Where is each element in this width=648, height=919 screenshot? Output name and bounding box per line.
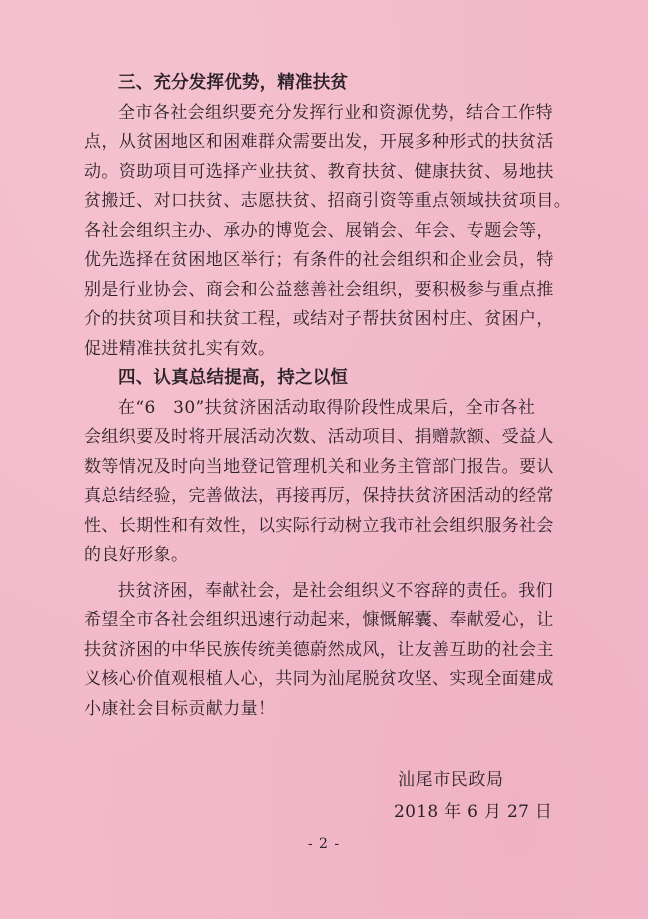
- section-heading-4: 四、认真总结提高，持之以恒: [118, 368, 349, 388]
- document-body: [84, 69, 572, 724]
- paragraph-line: 介的扶贫项目和扶贫工程，或结对子帮扶贫困村庄、贫困户，: [84, 309, 554, 329]
- paragraph-line: 小康社会目标贡献力量！: [84, 698, 276, 719]
- paragraph-line: 各社会组织主办、承办的博览会、展销会、年会、专题会等，: [84, 220, 554, 241]
- paragraph-line: 真总结经验，完善做法，再接再厉，保持扶贫济困活动的经常: [84, 486, 554, 506]
- paragraph-line: 的良好形象。: [84, 545, 189, 565]
- paragraph-line: 数等情况及时向当地登记管理机关和业务主管部门报告。要认: [84, 456, 554, 477]
- paragraph-line: 动。资助项目可选择产业扶贫、教育扶贫、健康扶贫、易地扶: [84, 161, 554, 182]
- paragraph-line: 希望全市各社会组织迅速行动起来，慷慨解囊、奉献爱心，让: [84, 610, 554, 630]
- paragraph-line: 促进精准扶贫扎实有效。: [84, 338, 276, 359]
- section-heading-3: 三、充分发挥优势，精准扶贫: [118, 73, 349, 93]
- paragraph-line: 性、长期性和有效性，以实际行动树立我市社会组织服务社会: [84, 515, 554, 536]
- paragraph-line: 在“6 30”扶贫济困活动取得阶段性成果后，全市各社: [118, 397, 536, 418]
- paragraph-line: 别是行业协会、商会和公益慈善社会组织，要积极参与重点推: [84, 279, 554, 300]
- paragraph-line: 扶贫济困的中华民族传统美德蔚然成风，让友善互助的社会主: [84, 639, 554, 660]
- paragraph-line: 义核心价值观根植人心，共同为汕尾脱贫攻坚、实现全面建成: [84, 669, 554, 689]
- issuing-organization: 汕尾市民政局: [398, 770, 504, 790]
- paragraph-line: 贫搬迁、对口扶贫、志愿扶贫、招商引资等重点领域扶贫项目。: [84, 191, 572, 211]
- paragraph-line: 扶贫济困，奉献社会，是社会组织义不容辞的责任。我们: [118, 580, 553, 601]
- paragraph-line: 会组织要及时将开展活动次数、活动项目、捐赠款额、受益人: [84, 427, 554, 447]
- paragraph-line: 点，从贫困地区和困难群众需要出发，开展多种形式的扶贫活: [84, 132, 554, 152]
- paragraph-line: 优先选择在贫困地区举行；有条件的社会组织和企业会员，特: [84, 250, 554, 270]
- page-number: - 2 -: [307, 836, 341, 852]
- issue-date: 2018 年 6 月 27 日: [394, 802, 553, 822]
- paragraph-line: 全市各社会组织要充分发挥行业和资源优势，结合工作特: [118, 102, 553, 123]
